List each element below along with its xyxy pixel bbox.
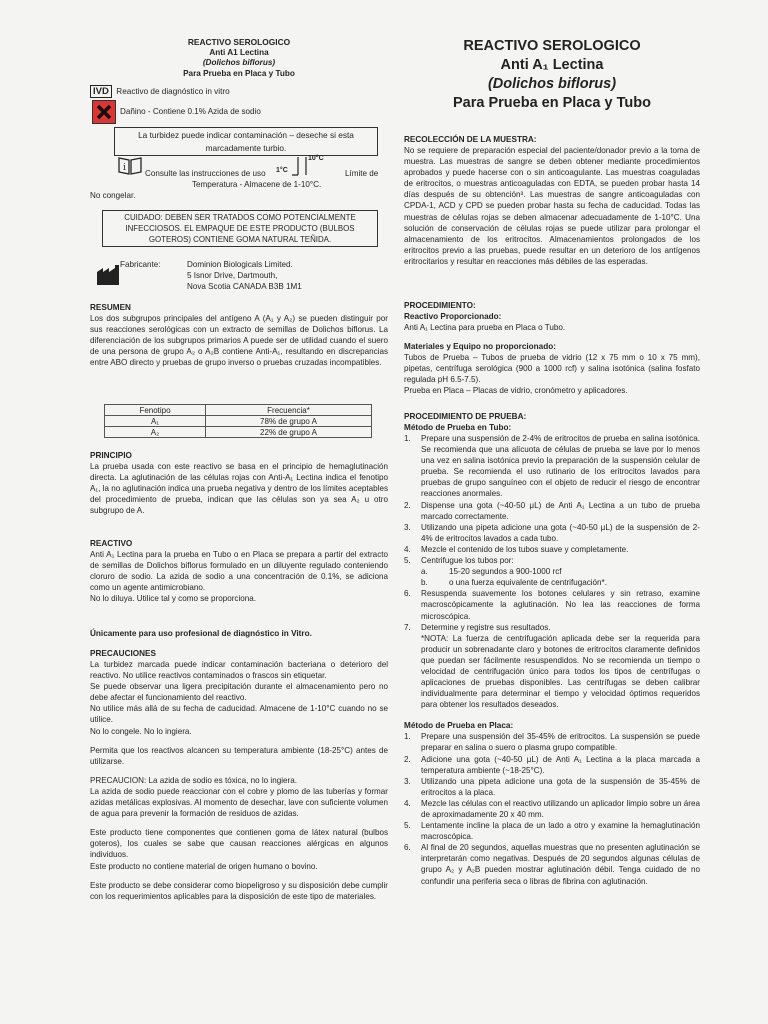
precauciones-heading: PRECAUCIONES bbox=[90, 649, 156, 658]
list-item: 2. Adicione una gota (~40-50 μL) de Anti A₁ Lectina a la placa marcada a temperatura ambiente (~18-25°C). bbox=[404, 754, 700, 775]
precaution-paragraph: Se puede observar una ligera precipitación durante el almacenamiento pero no debe afectar el funcionamiento del reactivo. bbox=[90, 682, 388, 703]
consult-instructions-icon bbox=[118, 155, 142, 175]
recoleccion-heading: RECOLECCIÓN DE LA MUESTRA: bbox=[404, 135, 537, 144]
table-cell: A₂ bbox=[105, 427, 206, 438]
list-item: 6. Resuspenda suavemente los botones celulares y sin retraso, examine macroscópicamente la aglutinación. No lea las reacciones de forma microscópica. bbox=[404, 589, 700, 621]
resumen-heading: RESUMEN bbox=[90, 303, 131, 312]
precauciones-section bbox=[90, 648, 388, 902]
precaution-paragraph: Este producto no contiene material de origen humano o bovino. bbox=[90, 861, 318, 871]
harmful-icon bbox=[92, 100, 116, 124]
reactivo-text: Anti A₁ Lectina para la prueba en Tubo o en Placa se prepara a partir del extracto de semillas de Dolichos biflorus formulado en un diluyente regulado conteniendo cloruro de sodio. La azida de sodio a una concentración de 0.1%, se adiciona como un agente antimicrobiano. bbox=[90, 550, 388, 593]
phenotype-table bbox=[104, 404, 372, 438]
list-item: 1. Prepare una suspensión del 35-45% de eritrocitos. La suspensión se puede preparar en salina o suero o plasma grupo compatible. bbox=[404, 732, 700, 753]
table-row bbox=[105, 416, 372, 427]
product-species: (Dolichos biflorus) bbox=[202, 58, 276, 67]
table-cell: A₁ bbox=[105, 416, 206, 427]
product-use: Para Prueba en Placa y Tubo bbox=[183, 68, 295, 78]
list-item: b. o una fuerza equivalente de centrifugación*. bbox=[421, 578, 607, 588]
turbidity-warning-box bbox=[114, 127, 378, 156]
precaution-paragraph: PRECAUCION: La azida de sodio es tóxica, no lo ingiera. bbox=[90, 775, 297, 785]
ivd-row bbox=[90, 81, 388, 95]
procedimiento-section bbox=[404, 300, 700, 396]
resumen-section bbox=[90, 302, 388, 368]
product-header-large bbox=[404, 37, 700, 113]
reactivo-section bbox=[90, 538, 388, 604]
table-cell: 22% de grupo A bbox=[206, 427, 372, 438]
list-item: 4. Mezcle el contenido de los tubos suave y completamente. bbox=[404, 544, 629, 554]
manufacturer-line3: Nova Scotia CANADA B3B 1M1 bbox=[187, 282, 302, 291]
limit-label: Límite de bbox=[345, 169, 379, 178]
instructions-text: Consulte las instrucciones de uso bbox=[145, 169, 266, 178]
caution-box bbox=[102, 210, 378, 247]
table-header-phenotype: Fenotipo bbox=[105, 405, 206, 416]
recoleccion-section bbox=[404, 134, 700, 267]
materiales-heading: Materiales y Equipo no proporcionado: bbox=[404, 342, 556, 352]
product-title: REACTIVO SEROLOGICO bbox=[187, 37, 291, 47]
plate-steps bbox=[404, 731, 700, 886]
temperature-limit-icon bbox=[286, 155, 310, 177]
main-use: Para Prueba en Placa y Tubo bbox=[453, 95, 651, 111]
table-cell: 78% de grupo A bbox=[206, 416, 372, 427]
tube-steps bbox=[404, 433, 700, 710]
precaution-paragraph: La turbidez marcada puede indicar contaminación bacteriana o deterioro del reactivo. No utilice reactivos contaminados o frascos sin etiquetar. bbox=[90, 660, 388, 681]
svg-text:i: i bbox=[123, 163, 126, 173]
recoleccion-text: No se requiere de preparación especial del paciente/donador previo a la toma de muestra. Las muestras de sangre se deben obtener mediante procedimientos aprobados y puede hacerse con o sin anticoagulante. Las muestras coaguladas de eritrocitos, o muestras anticoaguladas con EDTA, se pueden probar hasta 14 días después de su obtención³. Las muestras de sangre anticoaguladas con CPDA-1, ACD y CPD se pueden probar hasta su fecha de caducidad. Todas las muestras de células rojas se deben almacenar adecuadamente de 1-10°C. Una solución de conservación de células rojas se puede utilizar para prolongar el almacenamiento de los eritrocitos. Almacenamientos prolongados de los eritrocitos previo a las pruebas, puede resultar en un deterioro de los antígenos eritrocitarios y resultar en reacciones más débiles de las esperadas. bbox=[404, 146, 700, 266]
reactivo-note: No lo diluya. Utilice tal y como se proporciona. bbox=[90, 594, 256, 604]
plate-method-heading: Método de Prueba en Placa: bbox=[404, 721, 514, 731]
main-subtitle: Anti A₁ Lectina bbox=[500, 57, 604, 73]
precaution-paragraph: Permita que los reactivos alcancen su temperatura ambiente (18-25°C) antes de utilizarse. bbox=[90, 745, 388, 766]
precaution-paragraph: No lo congele. No lo ingiera. bbox=[90, 726, 192, 736]
list-item: 3. Utilizando una pipeta adicione una gota (~40-50 μL) de la suspensión de 2-4% de eritrocitos lavados a cada tubo. bbox=[404, 522, 700, 543]
list-item: 2. Dispense una gota (~40-50 μL) de Anti A₁ Lectina a un tubo de prueba marcado correctamente. bbox=[404, 500, 700, 521]
principio-heading: PRINCIPIO bbox=[90, 451, 132, 460]
resumen-text: Los dos subgrupos principales del antígeno A (A₁ y A₂) se pueden distinguir por sus reacciones serológicas con un extracto de semillas de Dolichos biflorus. La diferenciación de los subgrupos primarios A puede ser de utilidad cuando el suero de una persona de grupo A₂ o A₂B contiene Anti-A₁, resultando en discrepancias entre ABO directo y pruebas de grupo inverso o pruebas cruzadas incompatibles. bbox=[90, 314, 388, 368]
storage-text: Temperatura - Almacene de 1-10°C. bbox=[192, 180, 322, 189]
product-header-small bbox=[90, 37, 388, 79]
materiales-plate-text: Prueba en Placa – Placas de vidrio, cronómetro y aplicadores. bbox=[404, 386, 628, 396]
reactivo-proporcionado-text: Anti A₁ Lectina para prueba en Placa o Tubo. bbox=[404, 323, 566, 332]
professional-use-note: Únicamente para uso profesional de diagnóstico in Vitro. bbox=[90, 629, 312, 638]
list-item: 7. Determine y registre sus resultados. *NOTA: La fuerza de centrifugación aplicada debe ser la requerida para producir un sobrenadante claro y botones de eritrocitos claramente definidos que puedan ser fácilmente resuspendidos. No se recomienda un tiempo o velocidad de centrifugación único para todos los tipos de centrífugas o aplicaciones de pruebas disponibles. Las centrífugas se deben calibrar individualmente para determinar el tiempo y velocidad óptimos requeridos para obtener los resultados deseados. bbox=[404, 622, 700, 710]
list-item: 3. Utilizando una pipeta adicione una gota de la suspensión de 35-45% de eritrocitos a la placa. bbox=[404, 776, 700, 797]
principio-section bbox=[90, 450, 388, 516]
materiales-text: Tubos de Prueba – Tubos de prueba de vidrio (12 x 75 mm o 10 x 75 mm), pipetas, centrífuga serológica (900 a 1000 rcf) y salina isotónica (salina fosfato regulada pH 6.5-7.5). bbox=[404, 353, 700, 385]
temp-high: 10°C bbox=[308, 155, 324, 162]
list-item: 5. Centrifugue los tubos por: a. 15-20 segundos a 900-1000 rcf b. o una fuerza equivalente de centrifugación*. bbox=[404, 555, 700, 588]
list-item: 5. Lentamente incline la placa de un lado a otro y examine la hemaglutinación macroscópica. bbox=[404, 821, 700, 842]
ivd-badge: IVD bbox=[90, 85, 112, 98]
manufacturer-line1: Dominion Biologicals Limited. bbox=[187, 260, 293, 269]
main-title: REACTIVO SEROLOGICO bbox=[463, 38, 641, 54]
ivd-text: Reactivo de diagnóstico in vitro bbox=[116, 87, 230, 96]
precaution-paragraph: Este producto se debe considerar como biopeligroso y su disposición debe cumplir con los requerimientos aplicables para la disposición de este tipo de materiales. bbox=[90, 880, 388, 901]
table-header-frequency: Frecuencia* bbox=[206, 405, 372, 416]
list-item: 1. Prepare una suspensión de 2-4% de eritrocitos de prueba en salina isotónica. Se recomienda que una alícuota de células de prueba se lave por lo menos una vez en salina isotónica previo la preparación de la suspensión celular de prueba. Se recomienda el uso rutinario de los eritrocitos lavados para pruebas de grupo sanguíneo con el objeto de reducir el riesgo de encontrar reacciones anormales. bbox=[404, 434, 700, 499]
table-row bbox=[105, 427, 372, 438]
turbidity-warning: La turbidez puede indicar contaminación – deseche si esta marcadamente turbio. bbox=[138, 130, 354, 153]
table-header-row bbox=[105, 405, 372, 416]
precaution-paragraph: No utilice más allá de su fecha de caducidad. Almacene de 1-10°C cuando no se utilice. bbox=[90, 704, 388, 725]
list-item: 6. Al final de 20 segundos, aquellas muestras que no presenten aglutinación se interpretarán como negativas. Después de 20 segundos algunas células de grupo A₂ y A₂B pueden mostrar aglutinación débil. Tenga cuidado de no confundir una periferia seca o libras de fibrina con aglutinación. bbox=[404, 843, 700, 886]
hazard-row bbox=[92, 100, 388, 124]
reactivo-proporcionado-heading: Reactivo Proporcionado: bbox=[404, 312, 502, 321]
manufacturer-icon bbox=[96, 264, 122, 286]
main-species: (Dolichos biflorus) bbox=[487, 76, 617, 92]
caution-text: CUIDADO: DEBEN SER TRATADOS COMO POTENCIALMENTE INFECCIOSOS. EL EMPAQUE DE ESTE PRODUCTO (BULBOS GOTEROS) CONTIENE GOMA NATURAL TEÑIDA. bbox=[124, 213, 356, 244]
no-freeze: No congelar. bbox=[90, 191, 136, 200]
precaution-paragraph: La azida de sodio puede reaccionar con el cobre y plomo de las tuberías y formar azidas metálicas explosivas. Al momento de desechar, lave con suficiente volumen de agua para prevenir la formación de residuos de azidas. bbox=[90, 786, 388, 819]
reactivo-heading: REACTIVO bbox=[90, 539, 133, 548]
manufacturer-block bbox=[90, 258, 388, 294]
tube-method-heading: Método de Prueba en Tubo: bbox=[404, 423, 512, 432]
instructions-row bbox=[90, 155, 388, 189]
principio-text: La prueba usada con este reactivo se basa en el principio de hemaglutinación directa. La aglutinación de las células rojas con Anti-A₁ Lectina indica el fenotipo A₁, la no aglutinación indica una prueba negativa y dentro de los límites aceptables del procedimiento de prueba, indican que las células son ya sea A₂ u otro subgrupo de A. bbox=[90, 462, 388, 516]
list-item: 4. Mezcle las células con el reactivo utilizando un aplicador limpio sobre un área de aproximadamente 20 x 40 mm. bbox=[404, 798, 700, 819]
manufacturer-line2: 5 Isnor Drive, Dartmouth, bbox=[187, 271, 278, 280]
manufacturer-label: Fabricante: bbox=[120, 260, 161, 269]
centrifuge-note: *NOTA: La fuerza de centrifugación aplicada debe ser la requerida para producir un sobrenadante claro y botones de eritrocitos claramente definidos que puedan ser fácilmente resuspendidos. No se recomienda un tiempo o velocidad de centrifugación único para todos los tipos de centrífugas o aplicaciones de pruebas disponibles. Las centrífugas se deben calibrar individualmente para determinar el tiempo y velocidad óptimos requeridos para obtener los resultados deseados. bbox=[421, 633, 700, 710]
precaution-paragraph: Este producto tiene componentes que contienen goma de látex natural (bulbos goteros), los cuales se sabe que causan reacciones alérgicas en algunos individuos. bbox=[90, 828, 388, 860]
procedimiento-prueba-heading: PROCEDIMIENTO DE PRUEBA: bbox=[404, 412, 527, 421]
list-item: a. 15-20 segundos a 900-1000 rcf bbox=[421, 567, 562, 577]
temp-low: 1°C bbox=[276, 167, 288, 174]
procedimiento-heading: PROCEDIMIENTO: bbox=[404, 301, 476, 310]
product-subtitle: Anti A1 Lectina bbox=[209, 47, 269, 57]
hazard-text: Dañino - Contiene 0.1% Azida de sodio bbox=[120, 107, 261, 116]
procedimiento-prueba-section bbox=[404, 411, 700, 887]
